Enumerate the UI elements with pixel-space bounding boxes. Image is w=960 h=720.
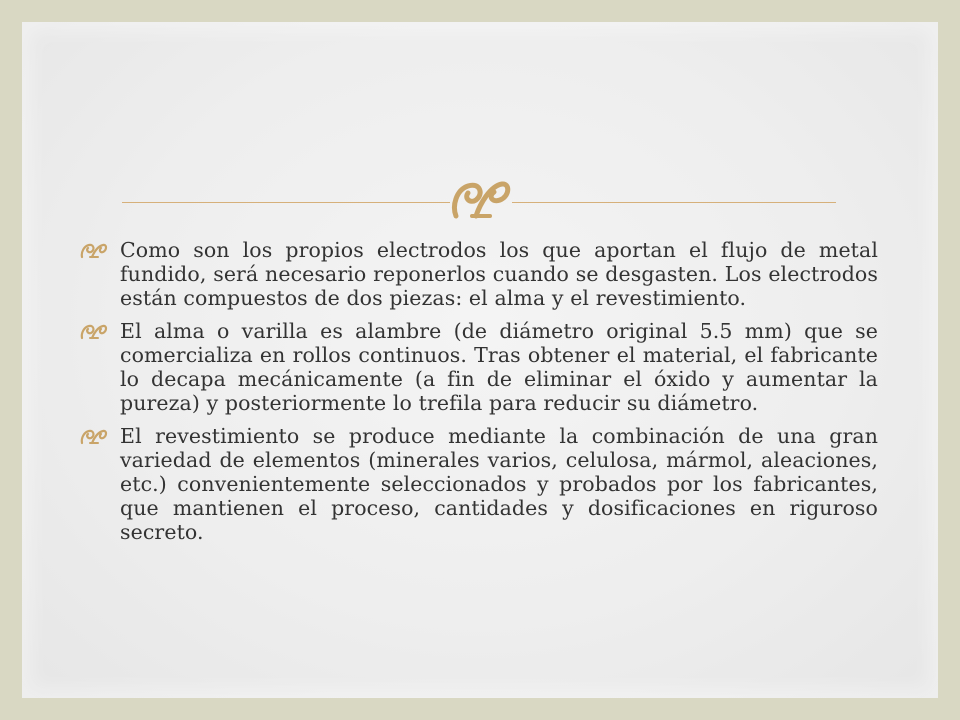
list-item [80,424,878,544]
divider-line-left [122,202,450,203]
list-item-text: El revestimiento se produce mediante la combinación de una gran variedad de elementos (minerales varios, celulosa, mármol, aleaciones, etc.) convenientemente seleccionados y probados por los fabricantes, que mantienen el proceso, cantidades y dosificaciones en riguroso secreto. [120,424,878,544]
list-item [80,319,878,415]
gold-curl-bullet-icon [80,243,116,259]
list-item-text: El alma o varilla es alambre (de diámetro original 5.5 mm) que se comercializa en rollos continuos. Tras obtener el material, el fabricante lo decapa mecánicamente (a fin de eliminar el óxido y aumentar la pureza) y posteriormente lo trefila para reducir su diámetro. [120,319,878,415]
list-item-text: Como son los propios electrodos los que aportan el flujo de metal fundido, será necesario reponerlos cuando se desgasten. Los electrodos están compuestos de dos piezas: el alma y el revestimiento. [120,238,878,310]
gold-curl-bullet-icon [80,324,116,340]
bullet-list [80,238,878,553]
gold-curl-bullet-icon [80,429,116,445]
divider-line-right [512,202,836,203]
gold-curl-ornament-icon [450,176,512,222]
list-item [80,238,878,310]
